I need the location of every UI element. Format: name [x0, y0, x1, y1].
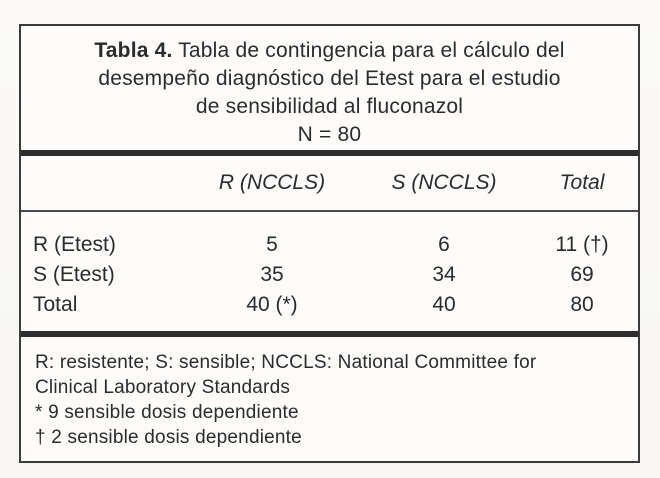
row-label: S (Etest) — [33, 263, 115, 286]
table-title-line1 — [41, 37, 618, 65]
header-total: Total — [559, 171, 605, 194]
contingency-table-figure — [19, 24, 640, 463]
cell-value: 80 — [570, 293, 594, 316]
footnote-dagger: † 2 sensible dosis dependiente — [35, 427, 302, 448]
table-title-line1-text: Tabla de contingencia para el cálculo del — [172, 39, 565, 62]
footnote-asterisk: * 9 sensible dosis dependiente — [35, 402, 299, 423]
header-r-nccls: R (NCCLS) — [218, 171, 326, 194]
cell-value: 6 — [438, 233, 450, 256]
table-number-label: Tabla 4. — [94, 39, 173, 62]
cell-value: 69 — [570, 263, 594, 286]
table-title-line2: desempeño diagnóstico del Etest para el estudio — [98, 67, 561, 90]
table-title-line3: de sensibilidad al fluconazol — [195, 95, 464, 118]
cell-value: 35 — [260, 263, 284, 286]
cell-value: 40 (*) — [246, 293, 298, 316]
row-label: Total — [33, 293, 78, 316]
footnote-abbreviations-line1: R: resistente; S: sensible; NCCLS: National Committee for — [35, 352, 537, 373]
table-title — [21, 26, 638, 150]
row-label: R (Etest) — [33, 233, 116, 256]
cell-value: 5 — [266, 233, 278, 256]
cell-value: 40 — [432, 293, 456, 316]
table-row — [21, 260, 638, 290]
cell-value: 11 (†) — [555, 233, 609, 256]
table-footnotes — [21, 337, 638, 461]
footnote-abbreviations-line2: Clinical Laboratory Standards — [35, 377, 291, 398]
header-s-nccls: S (NCCLS) — [391, 171, 497, 194]
table-body — [21, 212, 638, 331]
cell-value: 34 — [432, 263, 456, 286]
table-row — [21, 290, 638, 320]
table-header-row — [21, 156, 638, 210]
sample-size-line: N = 80 — [297, 123, 362, 146]
table-row — [21, 230, 638, 260]
